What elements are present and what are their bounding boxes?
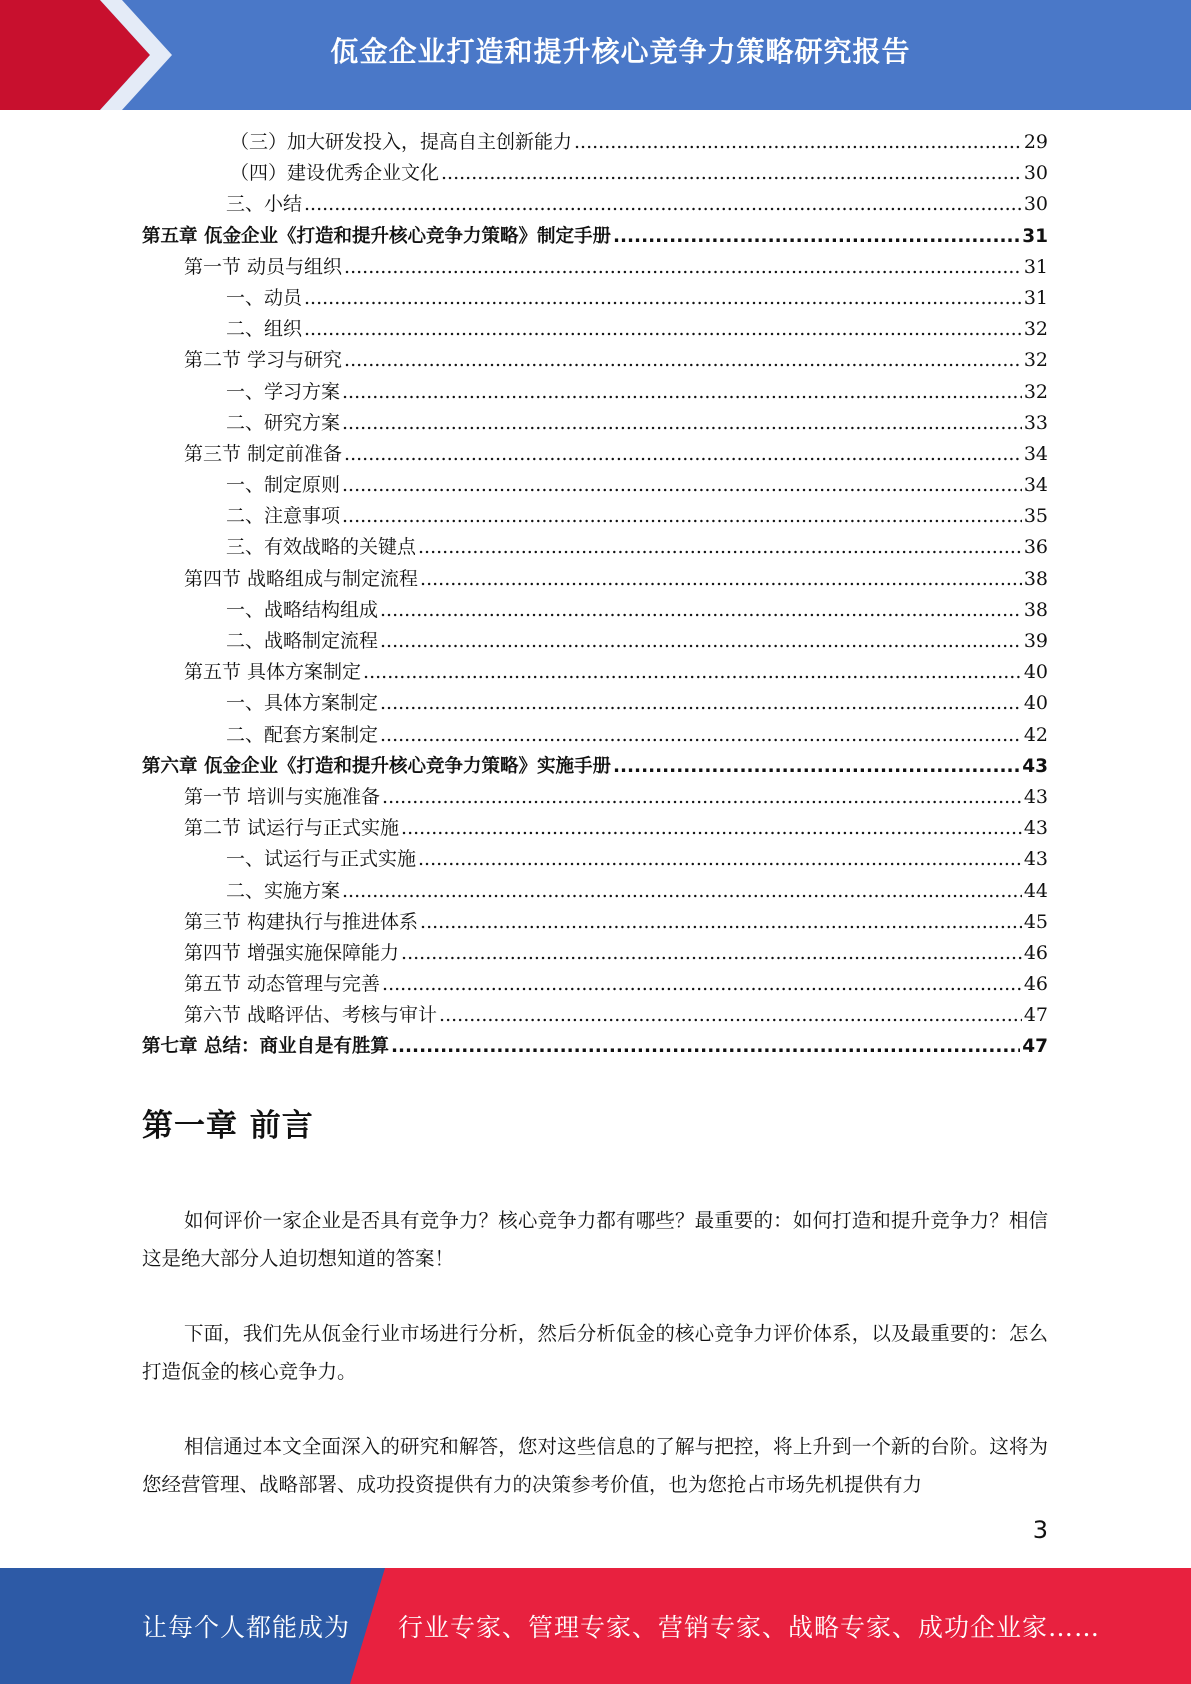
toc-entry-page: 43: [1023, 848, 1048, 871]
toc-entry-title: 三、有效战略的关键点: [226, 536, 417, 559]
toc-entry-page: 30: [1023, 162, 1048, 185]
toc-entry[interactable]: [142, 314, 1048, 345]
toc-dot-leader: [363, 657, 1022, 688]
toc-entry-page: 29: [1023, 131, 1048, 153]
toc-dot-leader: [304, 189, 1022, 220]
toc-entry[interactable]: [142, 813, 1048, 844]
toc-entry-page: 45: [1023, 910, 1048, 933]
toc-entry-title: 第二节 试运行与正式实施: [184, 817, 400, 840]
toc-entry-title: 二、配套方案制定: [226, 723, 379, 746]
toc-entry-page: 31: [1023, 286, 1048, 309]
toc-entry-page: 43: [1023, 785, 1048, 808]
toc-entry-page: 34: [1023, 442, 1048, 465]
toc-entry[interactable]: [142, 345, 1048, 376]
toc-entry-page: 38: [1023, 567, 1048, 590]
toc-entry-page: 47: [1023, 1004, 1048, 1027]
toc-entry-page: 32: [1023, 349, 1048, 372]
toc-entry-page: 42: [1023, 723, 1048, 746]
toc-entry-title: 第一节 动员与组织: [184, 255, 343, 278]
footer-slogan-left: 让每个人都能成为: [142, 1613, 351, 1642]
toc-entry[interactable]: [142, 1031, 1048, 1062]
toc-dot-leader: [401, 813, 1022, 844]
toc-entry-title: 二、注意事项: [226, 505, 341, 528]
toc-entry-title: （三）加大研发投入，提高自主创新能力: [230, 131, 573, 153]
toc-entry[interactable]: [142, 439, 1048, 470]
toc-entry-title: 三、小结: [226, 193, 303, 216]
toc-dot-leader: [304, 314, 1022, 345]
toc-dot-leader: [344, 252, 1022, 283]
toc-dot-leader: [420, 907, 1022, 938]
toc-entry-page: 33: [1023, 411, 1048, 434]
toc-entry-page: 35: [1023, 505, 1048, 528]
toc-dot-leader: [344, 439, 1022, 470]
toc-dot-leader: [342, 876, 1022, 907]
toc-entry-page: 38: [1023, 598, 1048, 621]
toc-dot-leader: [613, 221, 1020, 252]
toc-entry-title: 一、试运行与正式实施: [226, 848, 417, 871]
toc-entry[interactable]: [142, 1000, 1048, 1031]
toc-entry[interactable]: [142, 158, 1048, 189]
page-header: [0, 0, 1191, 110]
toc-entry[interactable]: [142, 907, 1048, 938]
toc-entry-title: 第六章 佤金企业《打造和提升核心竞争力策略》实施手册: [142, 755, 611, 777]
toc-entry-page: 39: [1023, 630, 1048, 652]
toc-entry[interactable]: [142, 626, 1048, 657]
footer-slogan-right: 行业专家、管理专家、营销专家、战略专家、成功企业家……: [398, 1613, 1101, 1642]
toc-entry[interactable]: [142, 252, 1048, 283]
toc-dot-leader: [441, 158, 1022, 189]
toc-entry-title: 一、动员: [226, 286, 303, 309]
toc-dot-leader: [380, 720, 1022, 751]
toc-entry-page: 46: [1023, 941, 1048, 964]
toc-dot-leader: [342, 501, 1022, 532]
toc-entry-title: 二、实施方案: [226, 879, 341, 902]
toc-entry-title: 第四节 增强实施保障能力: [184, 941, 400, 964]
toc-dot-leader: [391, 1031, 1020, 1062]
toc-dot-leader: [574, 127, 1022, 158]
toc-entry-title: 第一节 培训与实施准备: [184, 785, 381, 808]
table-of-contents: [142, 127, 1048, 1063]
toc-entry-page: 32: [1023, 380, 1048, 403]
toc-entry-title: 第三节 构建执行与推进体系: [184, 910, 419, 933]
toc-entry[interactable]: [142, 657, 1048, 688]
toc-entry-page: 31: [1023, 255, 1048, 278]
toc-dot-leader: [304, 283, 1022, 314]
toc-entry[interactable]: [142, 595, 1048, 626]
toc-entry-title: 第五节 动态管理与完善: [184, 973, 381, 996]
header-title: 佤金企业打造和提升核心竞争力策略研究报告: [330, 35, 911, 68]
toc-entry[interactable]: [142, 283, 1048, 314]
toc-dot-leader: [344, 345, 1022, 376]
toc-entry[interactable]: [142, 751, 1048, 782]
toc-entry-page: 30: [1023, 193, 1048, 216]
toc-entry[interactable]: [142, 377, 1048, 408]
toc-entry-title: （四）建设优秀企业文化: [230, 162, 440, 185]
toc-entry[interactable]: [142, 221, 1048, 252]
toc-entry-title: 一、具体方案制定: [226, 692, 379, 715]
toc-entry-page: 36: [1023, 536, 1048, 559]
toc-entry[interactable]: [142, 938, 1048, 969]
toc-entry-page: 34: [1023, 474, 1048, 497]
toc-dot-leader: [380, 688, 1022, 719]
toc-entry-title: 第三节 制定前准备: [184, 442, 343, 465]
toc-entry[interactable]: [142, 720, 1048, 751]
body-paragraph: 如何评价一家企业是否具有竞争力？核心竞争力都有哪些？最重要的：如何打造和提升竞争力？相信这是绝大部分人迫切想知道的答案！: [142, 1209, 1048, 1270]
toc-entry-page: 32: [1023, 318, 1048, 341]
toc-entry[interactable]: [142, 969, 1048, 1000]
toc-entry-page: 47: [1022, 1036, 1048, 1058]
toc-entry-page: 40: [1023, 661, 1048, 684]
toc-entry-page: 46: [1023, 973, 1048, 996]
toc-entry-page: 43: [1023, 817, 1048, 840]
toc-entry-title: 二、研究方案: [226, 411, 341, 434]
toc-entry-title: 第二节 学习与研究: [184, 349, 343, 372]
toc-entry[interactable]: [142, 470, 1048, 501]
toc-entry-title: 二、战略制定流程: [226, 630, 379, 652]
toc-dot-leader: [420, 564, 1022, 595]
toc-entry-title: 二、组织: [226, 318, 303, 341]
toc-entry-title: 一、制定原则: [226, 474, 341, 497]
toc-entry[interactable]: [142, 688, 1048, 719]
toc-entry-page: 31: [1022, 225, 1048, 247]
body-paragraph: 相信通过本文全面深入的研究和解答，您对这些信息的了解与把控，将上升到一个新的台阶。这将为您经营管理、战略部署、成功投资提供有力的决策参考价值，也为您抢占市场先机提供有力: [142, 1435, 1048, 1496]
toc-entry[interactable]: [142, 127, 1048, 158]
toc-entry[interactable]: [142, 876, 1048, 907]
toc-dot-leader: [439, 1000, 1022, 1031]
toc-entry-title: 第五章 佤金企业《打造和提升核心竞争力策略》制定手册: [142, 225, 611, 247]
toc-dot-leader: [382, 782, 1022, 813]
toc-entry[interactable]: [142, 189, 1048, 220]
toc-dot-leader: [342, 408, 1022, 439]
toc-dot-leader: [382, 969, 1022, 1000]
toc-entry[interactable]: [142, 782, 1048, 813]
body-paragraph: 下面，我们先从佤金行业市场进行分析，然后分析佤金的核心竞争力评价体系，以及最重要的：怎么打造佤金的核心竞争力。: [142, 1322, 1048, 1383]
toc-entry-title: 第五节 具体方案制定: [184, 661, 362, 684]
toc-entry-title: 第七章 总结：商业自是有胜算: [142, 1036, 389, 1058]
toc-dot-leader: [401, 938, 1022, 969]
toc-entry[interactable]: [142, 501, 1048, 532]
toc-entry-title: 一、战略结构组成: [226, 598, 379, 621]
toc-entry-page: 40: [1023, 692, 1048, 715]
toc-dot-leader: [342, 470, 1022, 501]
toc-dot-leader: [418, 844, 1022, 875]
toc-entry[interactable]: [142, 408, 1048, 439]
toc-dot-leader: [342, 377, 1022, 408]
toc-dot-leader: [380, 626, 1022, 657]
chapter-title: 第一章 前言: [142, 1108, 314, 1144]
toc-entry[interactable]: [142, 564, 1048, 595]
toc-dot-leader: [613, 751, 1020, 782]
toc-entry-page: 43: [1022, 755, 1048, 777]
toc-entry-title: 一、学习方案: [226, 380, 341, 403]
toc-dot-leader: [380, 595, 1022, 626]
page-number: 3: [1032, 1516, 1048, 1544]
toc-entry-title: 第四节 战略组成与制定流程: [184, 567, 419, 590]
toc-entry-title: 第六节 战略评估、考核与审计: [184, 1004, 438, 1027]
toc-dot-leader: [418, 532, 1022, 563]
toc-entry[interactable]: [142, 844, 1048, 875]
toc-entry[interactable]: [142, 532, 1048, 563]
page-footer: [0, 1568, 1191, 1684]
toc-entry-page: 44: [1023, 879, 1048, 902]
